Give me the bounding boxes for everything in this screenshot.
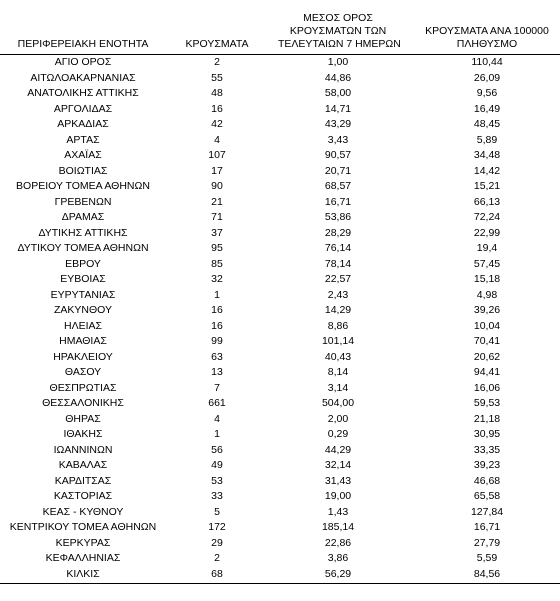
table-row [0, 210, 560, 226]
cell-regional-unit: ΔΥΤΙΚΗΣ ΑΤΤΙΚΗΣ [38, 226, 128, 239]
table-row [0, 458, 560, 474]
cell-7day-average: 78,14 [324, 257, 352, 270]
cell-cases: 37 [211, 226, 223, 239]
table-row [0, 86, 560, 102]
table-row [0, 567, 560, 583]
cell-cases: 53 [211, 474, 223, 487]
cell-cases-per-100000: 19,4 [476, 242, 498, 254]
header-cases [171, 38, 263, 51]
header-line: ΤΕΛΕΥΤΑΙΩΝ 7 ΗΜΕΡΩΝ [278, 38, 401, 50]
table-row [0, 427, 560, 443]
cell-regional-unit: ΚΑΒΑΛΑΣ [58, 459, 108, 471]
cell-cases-per-100000: 65,58 [473, 490, 501, 502]
cell-cases: 16 [211, 319, 223, 332]
cell-regional-unit: ΚΙΛΚΙΣ [66, 567, 100, 580]
cell-regional-unit: ΒΟΙΩΤΙΑΣ [58, 164, 108, 177]
cell-7day-average: 14,71 [324, 102, 352, 115]
cell-regional-unit: ΑΧΑΪΑΣ [64, 149, 102, 161]
table-row [0, 303, 560, 319]
table-row [0, 443, 560, 459]
cell-cases-per-100000: 84,56 [473, 567, 501, 580]
cell-7day-average: 1,43 [327, 505, 349, 518]
cell-cases: 4 [214, 133, 220, 146]
cell-7day-average: 40,43 [324, 350, 352, 363]
cell-cases-per-100000: 21,18 [473, 412, 501, 425]
cell-cases-per-100000: 20,62 [473, 350, 501, 363]
cell-7day-average: 22,86 [324, 536, 352, 549]
cell-cases-per-100000: 14,42 [473, 164, 501, 177]
table-bottom-rule [0, 583, 560, 584]
cell-7day-average: 44,29 [324, 443, 352, 456]
cell-cases: 21 [211, 195, 223, 208]
table-row [0, 257, 560, 273]
table-row [0, 412, 560, 428]
header-line: ΠΕΡΙΦΕΡΕΙΑΚΗ ΕΝΟΤΗΤΑ [17, 38, 149, 50]
cell-cases: 16 [211, 304, 223, 316]
header-line: ΚΡΟΥΣΜΑΤΩΝ ΤΩΝ [289, 25, 387, 37]
cell-7day-average: 8,86 [327, 319, 349, 332]
cell-cases-per-100000: 15,21 [473, 180, 501, 192]
cell-7day-average: 28,29 [324, 226, 352, 239]
cell-7day-average: 43,29 [324, 118, 352, 130]
cell-7day-average: 2,00 [327, 412, 349, 425]
cell-cases: 95 [211, 242, 223, 254]
cell-7day-average: 101,14 [321, 335, 355, 347]
cell-cases-per-100000: 39,23 [473, 459, 501, 471]
table-row [0, 164, 560, 180]
cell-regional-unit: ΑΡΤΑΣ [66, 133, 100, 146]
cell-cases-per-100000: 110,44 [471, 56, 503, 68]
cell-cases-per-100000: 26,09 [473, 71, 501, 84]
cell-cases-per-100000: 9,56 [476, 87, 498, 99]
table-row [0, 520, 560, 536]
cell-regional-unit: ΕΒΡΟΥ [65, 257, 101, 270]
table-row [0, 226, 560, 242]
table-row [0, 241, 560, 257]
table-row [0, 179, 560, 195]
cell-regional-unit: ΒΟΡΕΙΟΥ ΤΟΜΕΑ ΑΘΗΝΩΝ [16, 180, 150, 192]
cell-regional-unit: ΗΜΑΘΙΑΣ [59, 335, 107, 347]
table-row [0, 381, 560, 397]
cell-cases-per-100000: 39,26 [473, 304, 501, 316]
cell-regional-unit: ΚΑΡΔΙΤΣΑΣ [54, 474, 112, 487]
cell-7day-average: 20,71 [324, 164, 352, 177]
header-line: ΠΛΗΘΥΣΜΟ [456, 38, 518, 50]
cell-cases: 7 [214, 381, 220, 394]
cell-regional-unit: ΑΡΚΑΔΙΑΣ [57, 118, 109, 130]
cell-cases: 17 [211, 164, 223, 177]
cell-cases: 4 [214, 412, 220, 425]
table-row [0, 396, 560, 412]
cell-cases: 42 [211, 118, 223, 130]
cell-7day-average: 31,43 [324, 474, 352, 487]
header-cases-per-100000 [414, 25, 560, 51]
cell-7day-average: 76,14 [324, 242, 352, 254]
cell-regional-unit: ΑΝΑΤΟΛΙΚΗΣ ΑΤΤΙΚΗΣ [27, 87, 139, 99]
cell-7day-average: 90,57 [324, 149, 352, 161]
cell-cases: 1 [214, 288, 220, 301]
table-row [0, 288, 560, 304]
cell-cases-per-100000: 33,35 [473, 443, 501, 456]
header-7day-average [278, 12, 401, 51]
table-row [0, 319, 560, 335]
cell-cases-per-100000: 15,18 [473, 273, 501, 285]
cell-cases-per-100000: 30,95 [473, 428, 501, 440]
cell-cases: 56 [211, 443, 223, 456]
cell-7day-average: 8,14 [327, 366, 349, 378]
cell-regional-unit: ΑΙΤΩΛΟΑΚΑΡΝΑΝΙΑΣ [30, 71, 136, 84]
table-row [0, 102, 560, 118]
cell-7day-average: 3,43 [327, 133, 349, 146]
table-row [0, 117, 560, 133]
cell-7day-average: 3,86 [327, 552, 349, 564]
cell-regional-unit: ΔΥΤΙΚΟΥ ΤΟΜΕΑ ΑΘΗΝΩΝ [17, 242, 149, 254]
cell-regional-unit: ΚΕΡΚΥΡΑΣ [55, 536, 111, 549]
cell-cases-per-100000: 34,48 [473, 149, 501, 161]
table-header [0, 0, 560, 55]
table-row [0, 536, 560, 552]
cell-regional-unit: ΙΘΑΚΗΣ [63, 428, 103, 440]
cell-regional-unit: ΚΕΦΑΛΛΗΝΙΑΣ [45, 552, 121, 564]
table-row [0, 365, 560, 381]
cell-regional-unit: ΑΡΓΟΛΙΔΑΣ [53, 102, 113, 115]
table-row [0, 133, 560, 149]
table-row [0, 195, 560, 211]
cell-regional-unit: ΗΡΑΚΛΕΙΟΥ [53, 350, 113, 363]
cell-cases: 48 [211, 87, 223, 99]
cell-cases: 85 [211, 257, 223, 270]
table-row [0, 55, 560, 71]
cell-cases-per-100000: 16,49 [473, 102, 501, 115]
cell-cases: 172 [208, 521, 226, 533]
cell-7day-average: 2,43 [327, 288, 349, 301]
cell-cases: 2 [214, 552, 220, 564]
cell-regional-unit: ΖΑΚΥΝΘΟΥ [53, 304, 112, 316]
cell-cases: 2 [214, 56, 220, 68]
cell-regional-unit: ΗΛΕΙΑΣ [63, 319, 102, 332]
cell-7day-average: 185,14 [321, 521, 355, 533]
cell-cases-per-100000: 70,41 [473, 335, 501, 347]
cell-regional-unit: ΘΕΣΠΡΩΤΙΑΣ [49, 381, 117, 394]
cell-regional-unit: ΑΓΙΟ ΟΡΟΣ [54, 56, 112, 68]
cell-cases: 13 [211, 366, 223, 378]
cell-cases-per-100000: 5,59 [476, 552, 498, 564]
cell-regional-unit: ΘΑΣΟΥ [64, 366, 102, 378]
cell-regional-unit: ΕΥΡΥΤΑΝΙΑΣ [50, 288, 116, 301]
cell-7day-average: 44,86 [324, 71, 352, 84]
cell-cases-per-100000: 16,06 [473, 381, 501, 394]
cell-7day-average: 53,86 [324, 211, 352, 223]
cell-cases: 1 [214, 428, 220, 440]
cell-cases-per-100000: 46,68 [473, 474, 501, 487]
cell-cases-per-100000: 127,84 [470, 505, 504, 518]
cell-cases: 29 [211, 536, 223, 549]
cell-cases: 90 [211, 180, 223, 192]
cell-cases-per-100000: 5,89 [476, 133, 498, 146]
cell-cases-per-100000: 27,79 [473, 536, 501, 549]
table-row [0, 272, 560, 288]
table-row [0, 489, 560, 505]
cell-regional-unit: ΘΕΣΣΑΛΟΝΙΚΗΣ [42, 397, 124, 409]
cell-cases: 32 [211, 273, 223, 285]
cell-7day-average: 19,00 [324, 490, 352, 502]
table-body [0, 55, 560, 582]
cell-7day-average: 504,00 [321, 397, 355, 409]
table-row [0, 350, 560, 366]
cell-7day-average: 22,57 [324, 273, 352, 285]
header-line: ΚΡΟΥΣΜΑΤΑ ΑΝΑ 100000 [425, 25, 549, 37]
cell-7day-average: 56,29 [324, 567, 352, 580]
cell-cases-per-100000: 59,53 [473, 397, 501, 409]
cell-regional-unit: ΓΡΕΒΕΝΩΝ [54, 195, 112, 208]
cell-cases-per-100000: 48,45 [473, 118, 501, 130]
table-row [0, 474, 560, 490]
cell-7day-average: 32,14 [324, 459, 352, 471]
table-row [0, 505, 560, 521]
cell-7day-average: 14,29 [324, 304, 352, 316]
cell-cases-per-100000: 94,41 [473, 366, 501, 378]
cell-7day-average: 0,29 [327, 428, 349, 440]
cell-cases-per-100000: 4,98 [476, 288, 498, 301]
cell-cases: 33 [211, 490, 223, 502]
cell-7day-average: 58,00 [324, 87, 352, 99]
cell-cases: 55 [211, 71, 223, 84]
header-regional-unit [3, 38, 163, 51]
cell-cases: 99 [211, 335, 223, 347]
cell-cases-per-100000: 16,71 [473, 521, 501, 533]
cell-regional-unit: ΕΥΒΟΙΑΣ [60, 273, 106, 285]
cell-cases: 661 [208, 397, 226, 409]
cell-cases: 68 [211, 567, 223, 580]
cell-7day-average: 3,14 [327, 381, 349, 394]
cell-cases: 49 [211, 459, 223, 471]
cell-cases-per-100000: 66,13 [473, 195, 501, 208]
cell-regional-unit: ΔΡΑΜΑΣ [61, 211, 105, 223]
cell-7day-average: 68,57 [324, 180, 352, 192]
cell-cases: 5 [214, 505, 220, 518]
cell-cases: 107 [208, 149, 226, 161]
cell-regional-unit: ΙΩΑΝΝΙΝΩΝ [53, 443, 113, 456]
header-line: ΜΕΣΟΣ ΟΡΟΣ [303, 12, 373, 24]
cell-regional-unit: ΚΑΣΤΟΡΙΑΣ [53, 490, 113, 502]
cell-7day-average: 16,71 [324, 195, 352, 208]
cell-cases: 16 [211, 102, 223, 115]
table-row [0, 551, 560, 567]
table-row [0, 148, 560, 164]
cell-cases-per-100000: 72,24 [473, 211, 501, 223]
table-row [0, 71, 560, 87]
cell-cases-per-100000: 10,04 [473, 319, 501, 332]
cell-regional-unit: ΚΕΝΤΡΙΚΟΥ ΤΟΜΕΑ ΑΘΗΝΩΝ [9, 521, 157, 533]
cell-7day-average: 1,00 [327, 56, 349, 68]
header-line: ΚΡΟΥΣΜΑΤΑ [185, 38, 249, 50]
cell-regional-unit: ΘΗΡΑΣ [65, 412, 101, 425]
cell-cases-per-100000: 57,45 [473, 257, 501, 270]
cell-cases: 63 [211, 350, 223, 363]
cell-cases: 71 [211, 211, 223, 223]
table-row [0, 334, 560, 350]
cell-regional-unit: ΚΕΑΣ - ΚΥΘΝΟΥ [42, 505, 124, 518]
cell-cases-per-100000: 22,99 [473, 226, 501, 239]
